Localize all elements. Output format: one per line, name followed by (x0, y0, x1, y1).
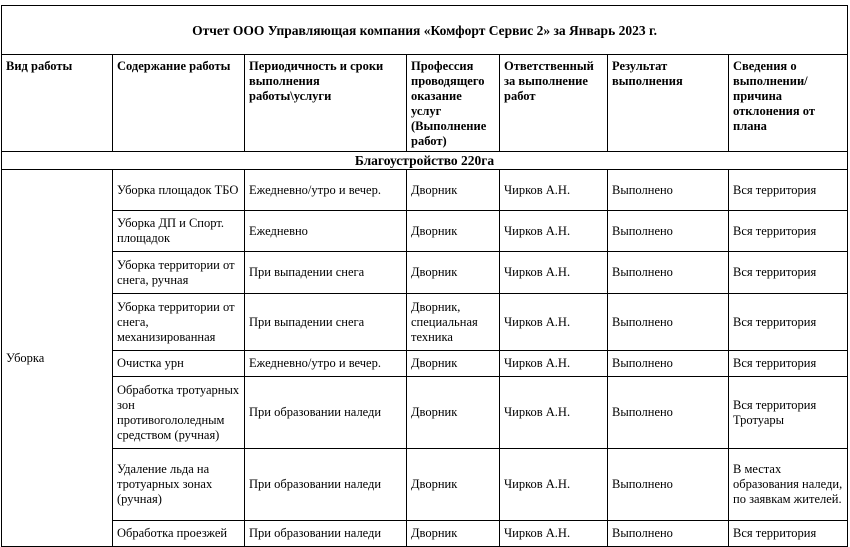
cell-content: Уборка территории от снега, ручная (113, 252, 245, 294)
cell-period: При выпадении снега (245, 252, 407, 294)
cell-profession: Дворник (407, 211, 500, 252)
cell-result: Выполнено (608, 521, 729, 547)
cell-info: Вся территория (729, 521, 848, 547)
section-heading: Благоустройство 220га (2, 152, 848, 170)
cell-result: Выполнено (608, 351, 729, 377)
report-table (1, 5, 848, 547)
cell-period: При образовании наледи (245, 377, 407, 449)
column-header-result: Результат выполнения (608, 55, 729, 152)
cell-period: При образовании наледи (245, 449, 407, 521)
column-header-work-content: Содержание работы (113, 55, 245, 152)
cell-responsible: Чирков А.Н. (500, 377, 608, 449)
cell-responsible: Чирков А.Н. (500, 521, 608, 547)
cell-responsible: Чирков А.Н. (500, 449, 608, 521)
report-title: Отчет ООО Управляющая компания «Комфорт Сервис 2» за Январь 2023 г. (2, 6, 848, 55)
table-row (2, 449, 848, 521)
cell-content: Уборка ДП и Спорт. площадок (113, 211, 245, 252)
cell-responsible: Чирков А.Н. (500, 351, 608, 377)
table-row (2, 211, 848, 252)
cell-responsible: Чирков А.Н. (500, 211, 608, 252)
cell-result: Выполнено (608, 170, 729, 211)
cell-profession: Дворник (407, 351, 500, 377)
cell-responsible: Чирков А.Н. (500, 294, 608, 351)
cell-info: В местах образования наледи, по заявкам жителей. (729, 449, 848, 521)
cell-responsible: Чирков А.Н. (500, 252, 608, 294)
cell-info: Вся территория (729, 294, 848, 351)
cell-profession: Дворник (407, 521, 500, 547)
cell-period: При образовании наледи (245, 521, 407, 547)
cell-responsible: Чирков А.Н. (500, 170, 608, 211)
cell-profession: Дворник (407, 449, 500, 521)
cell-info: Вся территория (729, 351, 848, 377)
cell-content: Обработка проезжей (113, 521, 245, 547)
cell-content: Удаление льда на тротуарных зонах (ручная) (113, 449, 245, 521)
cell-period: Ежедневно (245, 211, 407, 252)
work-type-group: Уборка (2, 170, 113, 547)
cell-profession: Дворник (407, 170, 500, 211)
column-header-responsible: Ответственный за выполнение работ (500, 55, 608, 152)
table-row (2, 294, 848, 351)
table-row (2, 252, 848, 294)
cell-result: Выполнено (608, 449, 729, 521)
cell-profession: Дворник, специальная техника (407, 294, 500, 351)
table-row (2, 521, 848, 547)
cell-profession: Дворник (407, 377, 500, 449)
cell-info: Вся территория (729, 252, 848, 294)
cell-content: Уборка площадок ТБО (113, 170, 245, 211)
column-header-period: Периодичность и сроки выполнения работы\услуги (245, 55, 407, 152)
table-row (2, 170, 848, 211)
cell-info: Вся территория (729, 211, 848, 252)
cell-period: Ежедневно/утро и вечер. (245, 170, 407, 211)
cell-result: Выполнено (608, 294, 729, 351)
table-row (2, 351, 848, 377)
column-header-profession: Профессия проводящего оказание услуг (Выполнение работ) (407, 55, 500, 152)
cell-result: Выполнено (608, 377, 729, 449)
cell-info: Вся территория (729, 170, 848, 211)
cell-content: Очистка урн (113, 351, 245, 377)
cell-profession: Дворник (407, 252, 500, 294)
table-row (2, 377, 848, 449)
cell-content: Обработка тротуарных зон противогололедным средством (ручная) (113, 377, 245, 449)
cell-content: Уборка территории от снега, механизированная (113, 294, 245, 351)
column-header-info: Сведения о выполнении/ причина отклонения от плана (729, 55, 848, 152)
cell-period: При выпадении снега (245, 294, 407, 351)
cell-info: Вся территория Тротуары (729, 377, 848, 449)
cell-period: Ежедневно/утро и вечер. (245, 351, 407, 377)
cell-result: Выполнено (608, 252, 729, 294)
column-header-work-type: Вид работы (2, 55, 113, 152)
cell-result: Выполнено (608, 211, 729, 252)
